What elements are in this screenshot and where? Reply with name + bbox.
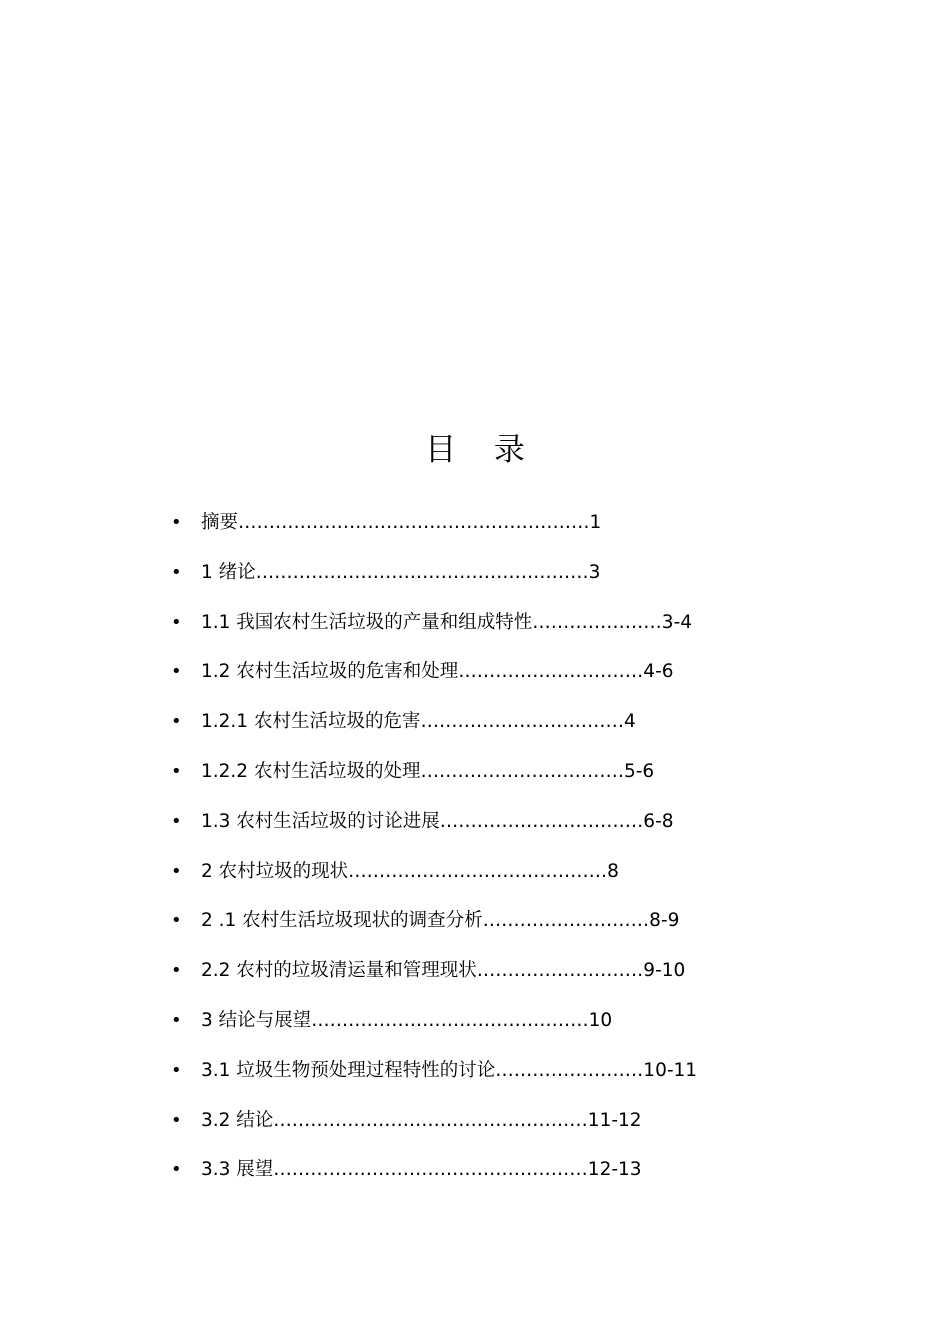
bullet-icon: • <box>171 960 182 982</box>
toc-item-1-2-2[interactable] <box>0 750 950 800</box>
toc-item-1-2-1[interactable] <box>0 700 950 750</box>
toc-list <box>0 501 950 1198</box>
toc-item-1[interactable] <box>0 551 950 601</box>
toc-entry-text: 摘要…………………………………………………1 <box>201 512 602 533</box>
bullet-icon: • <box>171 860 182 882</box>
bullet-icon: • <box>171 910 182 932</box>
bullet-icon: • <box>171 810 182 832</box>
bullet-icon: • <box>171 711 182 733</box>
toc-entry-text: 1.2.1 农村生活垃圾的危害……………………………4 <box>201 711 636 733</box>
bullet-icon: • <box>171 512 182 533</box>
toc-entry-text: 3.2 结论……………………………………………11-12 <box>201 1109 642 1131</box>
toc-entry-text: 2 农村垃圾的现状……………………………………8 <box>201 860 619 882</box>
toc-item-2-2[interactable] <box>0 949 950 999</box>
toc-item-3[interactable] <box>0 999 950 1049</box>
toc-title: 目 录 <box>425 432 539 468</box>
toc-item-1-1[interactable] <box>0 601 950 651</box>
bullet-icon: • <box>171 760 182 782</box>
toc-item-2-1[interactable] <box>0 899 950 949</box>
bullet-icon: • <box>171 561 182 583</box>
toc-entry-text: 2.2 农村的垃圾清运量和管理现状………………………9-10 <box>201 960 686 982</box>
bullet-icon: • <box>171 1059 182 1081</box>
toc-item-3-2[interactable] <box>0 1099 950 1149</box>
toc-entry-text: 3.1 垃圾生物预处理过程特性的讨论……………………10-11 <box>201 1059 698 1081</box>
bullet-icon: • <box>171 611 182 633</box>
toc-item-2[interactable] <box>0 850 950 900</box>
toc-entry-text: 3.3 展望……………………………………………12-13 <box>201 1159 642 1181</box>
toc-entry-text: 1.2 农村生活垃圾的危害和处理…………………………4-6 <box>201 661 674 683</box>
toc-item-abstract[interactable] <box>0 501 950 551</box>
toc-entry-text: 1.3 农村生活垃圾的讨论进展……………………………6-8 <box>201 810 674 832</box>
bullet-icon: • <box>171 661 182 683</box>
bullet-icon: • <box>171 1159 182 1181</box>
toc-entry-text: 1.2.2 农村生活垃圾的处理……………………………5-6 <box>201 760 655 782</box>
toc-item-1-2[interactable] <box>0 650 950 700</box>
toc-entry-text: 3 结论与展望………………………………………10 <box>201 1009 613 1031</box>
toc-entry-text: 2 .1 农村生活垃圾现状的调查分析………………………8-9 <box>201 910 680 932</box>
bullet-icon: • <box>171 1109 182 1131</box>
toc-entry-text: 1 绪论………………………………………………3 <box>201 561 601 583</box>
toc-item-3-1[interactable] <box>0 1049 950 1099</box>
toc-item-1-3[interactable] <box>0 800 950 850</box>
toc-item-3-3[interactable] <box>0 1148 950 1198</box>
toc-entry-text: 1.1 我国农村生活垃圾的产量和组成特性…………………3-4 <box>201 611 693 633</box>
bullet-icon: • <box>171 1009 182 1031</box>
